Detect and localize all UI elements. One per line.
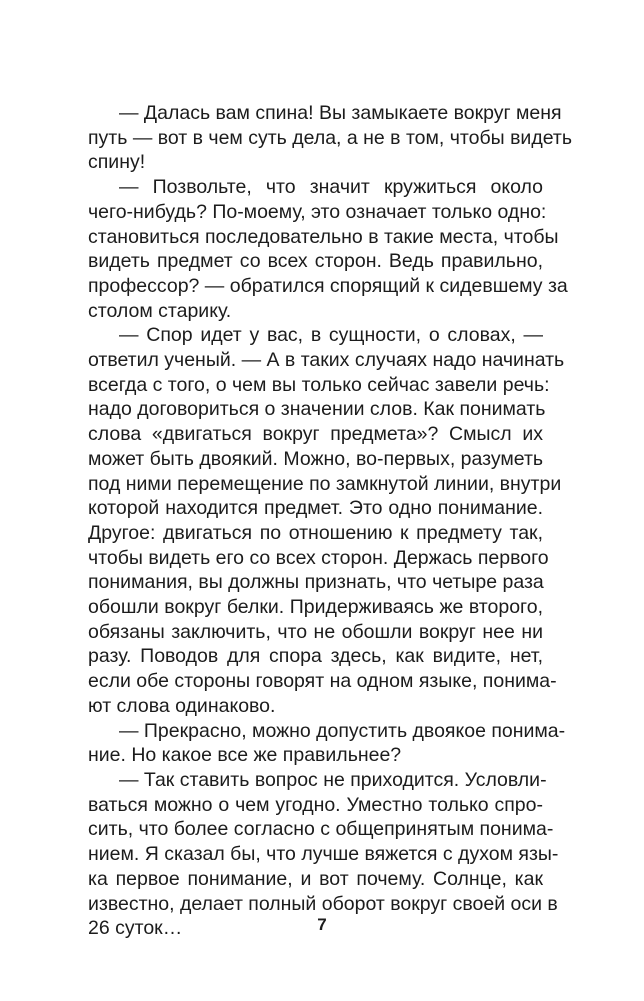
text-line: ют слова одинаково. (88, 694, 276, 717)
text-line: понимания, вы должны признать, что четыре раза (88, 571, 544, 594)
text-line: становиться последовательно в такие места, чтобы (88, 225, 559, 248)
text-line: видеть предмет со всех сторон. Ведь правильно, (88, 250, 543, 273)
text-line: обошли вокруг белки. Придерживаясь же второго, (88, 596, 543, 619)
paragraph (88, 719, 566, 768)
text-line: — Позвольте, что значит кружиться около (119, 176, 543, 199)
text-line: может быть двоякий. Можно, во-первых, разуметь (88, 447, 544, 470)
text-line: ка первое понимание, и вот почему. Солнце, как (88, 867, 543, 890)
text-line: 26 суток… (88, 917, 183, 940)
text-line: путь — вот в чем суть дела, а не в том, чтобы видеть (88, 126, 572, 149)
text-line: нием. Я сказал бы, что лучше вяжется с духом язы- (88, 843, 559, 866)
text-line: под ними перемещение по замкнутой линии, внутри (88, 472, 562, 495)
paragraph (88, 175, 568, 323)
text-line: известно, делает полный оборот вокруг своей оси в (88, 892, 558, 915)
page-number: 7 (317, 915, 327, 934)
text-line: если обе стороны говорят на одном языке, понима- (88, 670, 557, 693)
text-line: — Так ставить вопрос не приходится. Условли- (119, 768, 547, 791)
text-line: столом старику. (88, 299, 232, 322)
text-line: ваться можно о чем угодно. Уместно только спро- (88, 793, 543, 816)
text-line: — Прекрасно, можно допустить двоякое понима- (119, 719, 566, 742)
text-line: разу. Поводов для спора здесь, как видите, нет, (88, 645, 543, 668)
text-line: всегда с того, о чем вы только сейчас завели речь: (88, 373, 550, 396)
page-body-text (88, 101, 572, 941)
text-line: ние. Но какое все же правильнее? (88, 744, 402, 767)
paragraph (88, 101, 572, 175)
text-line: — Спор идет у вас, в сущности, о словах, — (119, 324, 543, 347)
text-line: профессор? — обратился спорящий к сидевшему за (88, 274, 568, 297)
text-line: спину! (88, 151, 146, 174)
text-line: сить, что более согласно с общепринятым понима- (88, 818, 554, 841)
text-line: чтобы видеть его со всех сторон. Держась первого (88, 546, 549, 569)
text-line: надо договориться о значении слов. Как понимать (88, 398, 546, 421)
paragraph (88, 323, 565, 718)
text-line: ответил ученый. — А в таких случаях надо начинать (88, 349, 565, 372)
text-line: Другое: двигаться по отношению к предмету так, (88, 521, 543, 544)
text-line: чего-нибудь? По-моему, это означает только одно: (88, 200, 547, 223)
text-line: которой находится предмет. Это одно понимание. (88, 497, 543, 520)
text-line: обязаны заключить, что не обошли вокруг нее ни (88, 620, 543, 643)
text-line: — Далась вам спина! Вы замыкаете вокруг меня (119, 102, 562, 124)
text-line: слова «двигаться вокруг предмета»? Смысл их (88, 423, 543, 446)
